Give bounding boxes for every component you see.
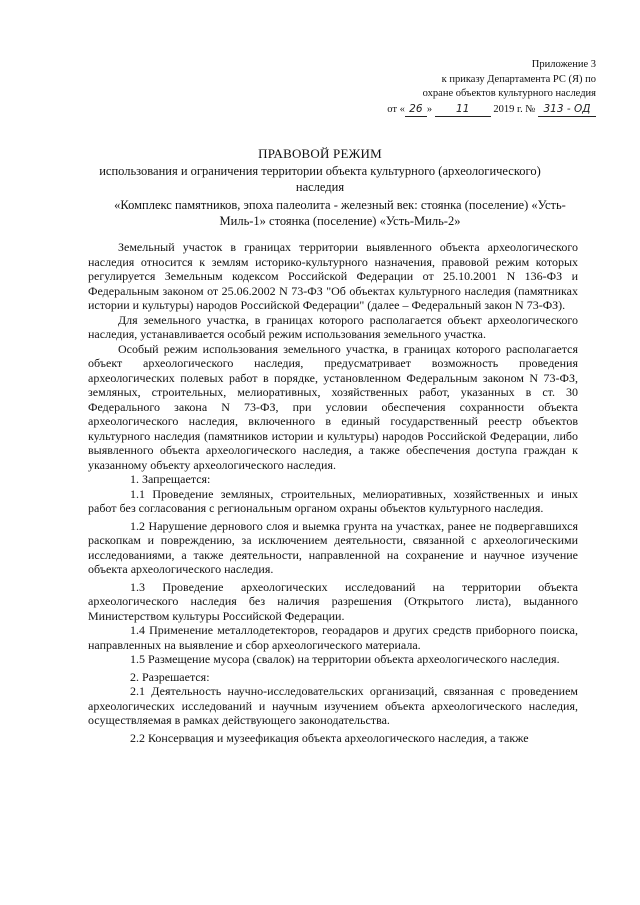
paragraph-regime-details: Особый режим использования земельного участка, в границах которого располагается объект археологического наследия, предусматривает возможность проведения археологических полевых работ в порядке, установленном Федеральным законом N 73-ФЗ, земляных, строительных, мелиоративных, хозяйственных работ, указанных в ст. 30 Федерального закона N 73-ФЗ, при условии обеспечения сохранности объекта археологического наследия, включенного в единый государственный реестр объектов культурного наследия (памятников истории и культуры) народов Российской Федерации, либо выявленного объекта археологического наследия, а также обеспечения доступа граждан к указанному объекту археологического наследия. bbox=[88, 341, 578, 472]
list-item-1-5: 1.5 Размещение мусора (свалок) на территории объекта археологического наследия. bbox=[130, 652, 560, 666]
document-title: ПРАВОВОЙ РЕЖИМ bbox=[258, 146, 382, 161]
section-allowed-heading: 2. Разрешается: bbox=[130, 669, 210, 684]
list-item-1-3: 1.3 Проведение археологических исследований на территории объекта археологического наследия без наличия разрешения (Открытого листа), выданного Министерством культуры Российской Федерации. bbox=[88, 579, 578, 623]
list-item-2-1: 2.1 Деятельность научно-исследовательских организаций, связанная с проведением археологических исследований и научным изучением объекта археологического наследия, осуществляемая в рамках действующего законодательства. bbox=[88, 684, 578, 727]
appendix-order-ref: к приказу Департамента РС (Я) по bbox=[441, 73, 596, 85]
date-prefix: от « bbox=[387, 103, 405, 115]
document-subtitle: использования и ограничения территории объекта культурного (археологического) наследия bbox=[99, 164, 541, 194]
appendix-label: Приложение 3 bbox=[531, 59, 596, 70]
paragraph-land-plot: Земельный участок в границах территории выявленного объекта археологического наследия относится к землям историко-культурного назначения, правовой режим которых регулируется Земельным кодексом Российской Федерации от 25.10.2001 N 136-ФЗ и Федеральным законом от 25.06.2002 N 73-ФЗ "Об объектах культурного наследия (памятниках истории и культуры) народов Российской Федерации" (далее – Федеральный закон N 73-ФЗ). bbox=[88, 240, 578, 312]
paragraph-special-regime: Для земельного участка, в границах которого располагается объект археологического наследия, устанавливается особый режим использования земельного участка. bbox=[88, 312, 578, 341]
object-name: «Комплекс памятников, эпоха палеолита - железный век: стоянка (поселение) «Усть-Миль-1» стоянка (поселение) «Усть-Миль-2» bbox=[114, 198, 566, 228]
date-day: 26 bbox=[405, 102, 427, 118]
document-body bbox=[88, 240, 578, 745]
list-item-1-1: 1.1 Проведение земляных, строительных, мелиоративных, хозяйственных и иных работ без согласования с региональным органом охраны объектов культурного наследия. bbox=[88, 486, 578, 515]
appendix-block bbox=[376, 58, 596, 117]
date-year: 2019 г. № bbox=[493, 103, 536, 115]
order-number: 313 - ОД bbox=[538, 102, 596, 118]
appendix-department: охране объектов культурного наследия bbox=[422, 88, 596, 99]
section-prohibited-heading: 1. Запрещается: bbox=[130, 472, 211, 486]
list-item-1-2: 1.2 Нарушение дернового слоя и выемка грунта на участках, ранее не подвергавшихся раскопкам и повреждению, за исключением деятельности, связанной с археологическими исследованиями, а также деятельности, направленной на сохранение и научное изучение объекта археологического наследия. bbox=[88, 518, 578, 576]
appendix-date-line bbox=[376, 102, 596, 118]
date-month: 11 bbox=[435, 102, 491, 118]
list-item-1-4: 1.4 Применение металлодетекторов, георадаров и других средств приборного поиска, направленных на выявление и сбор археологического материала. bbox=[88, 623, 578, 652]
date-separator: » bbox=[426, 103, 433, 115]
list-item-2-2: 2.2 Консервация и музеефикация объекта археологического наследия, а также bbox=[130, 730, 529, 745]
